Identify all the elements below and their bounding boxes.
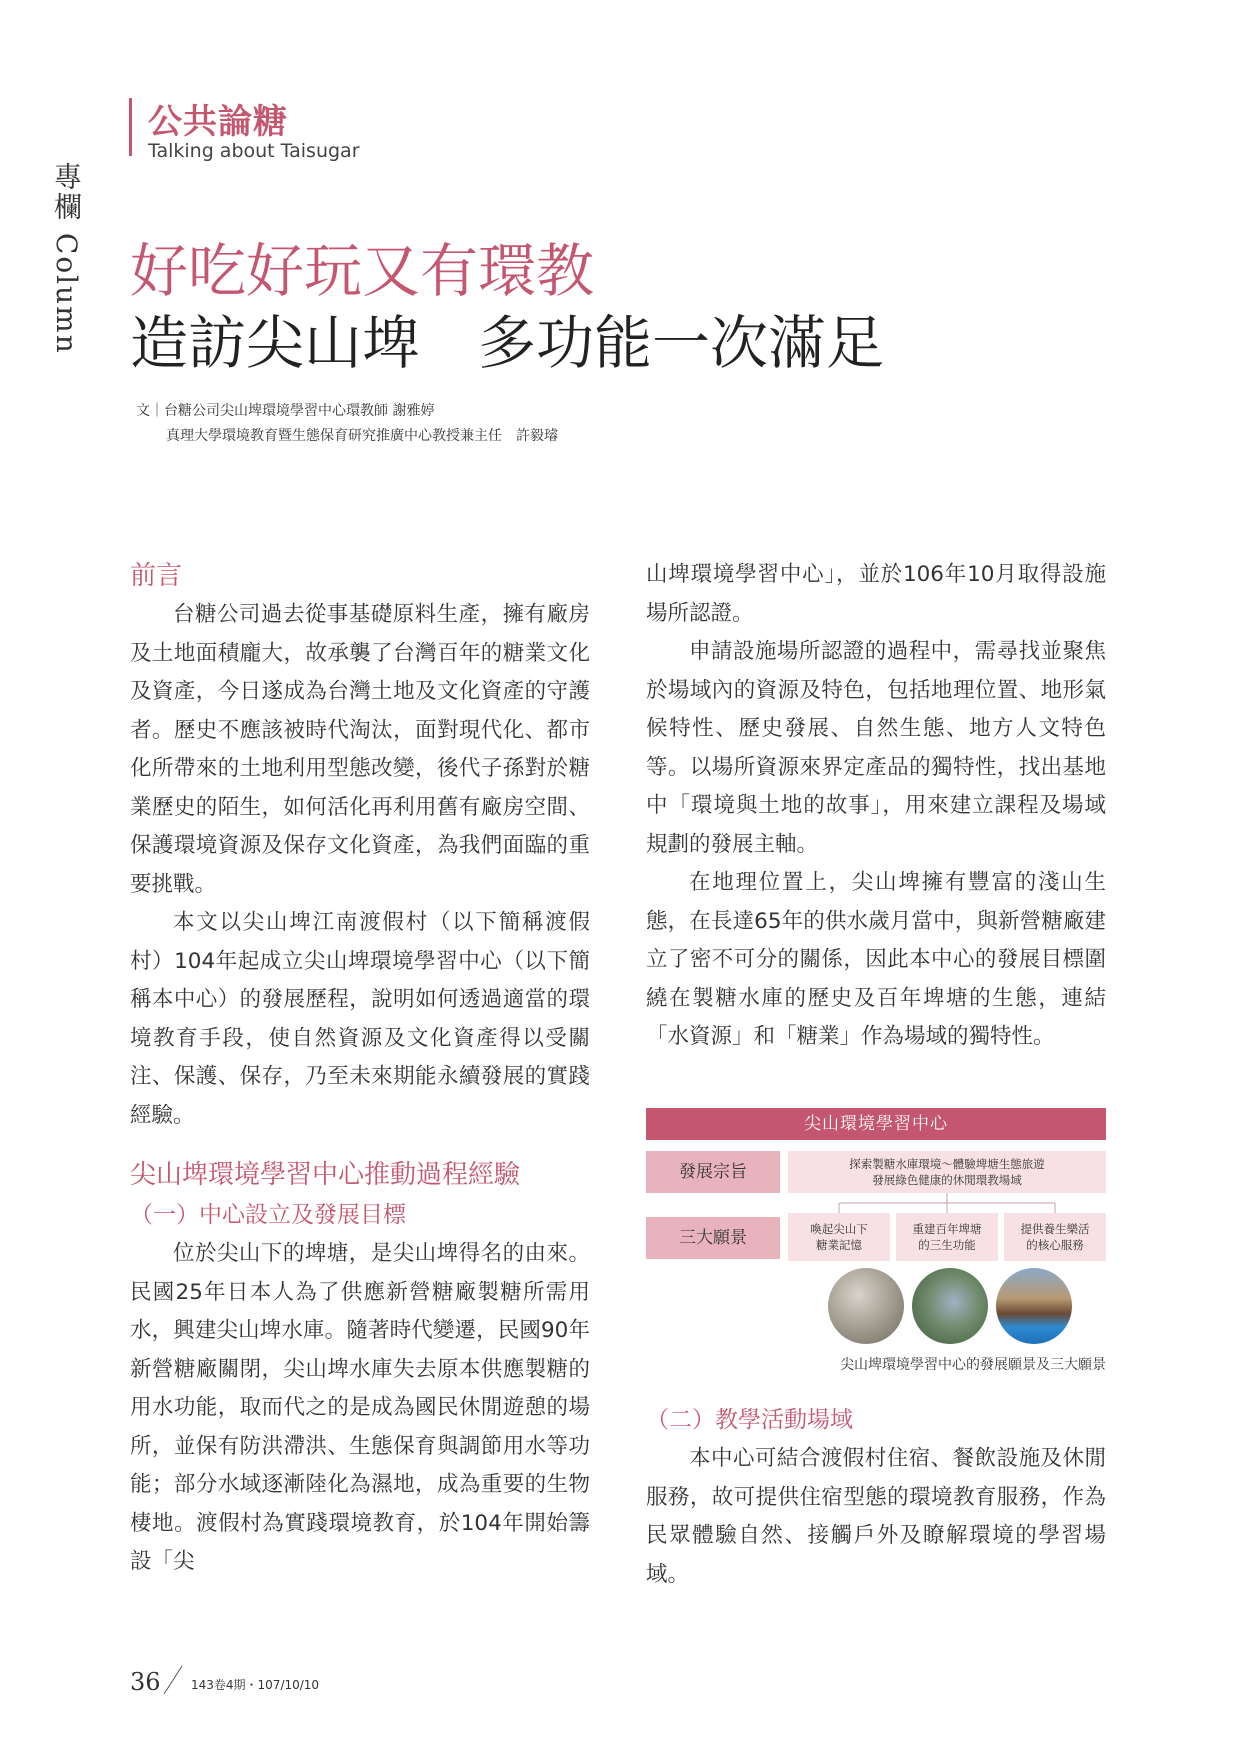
diagram-purpose-line-2: 發展綠色健康的休閒環教場域 — [872, 1173, 1022, 1187]
paragraph-6: 本中心可結合渡假村住宿、餐飲設施及休閒服務，故可提供住宿型態的環境教育服務，作為民眾體驗自然、接觸戶外及瞭解環境的學習場域。 — [646, 1446, 1106, 1587]
diagram-vision-3-line-1: 提供養生樂活 — [1020, 1222, 1090, 1236]
side-label-column: 專欄 Column — [50, 162, 83, 355]
byline-author-2: 真理大學環境教育暨生態保育研究推廣中心教授兼主任 許毅璿 — [166, 428, 558, 444]
diagram-purpose-line-1: 探索製糖水庫環境～體驗埤塘生態旅遊 — [849, 1157, 1045, 1171]
heading-intro: 前言 — [130, 561, 183, 591]
photo-resort-pool — [996, 1268, 1072, 1344]
headline-line-2: 造訪尖山埤 多功能一次滿足 — [130, 309, 885, 377]
paragraph-continued: 山埤環境學習中心」，並於106年10月取得設施場所認證。 — [646, 562, 1106, 626]
diagram-purpose-label: 發展宗旨 — [646, 1151, 780, 1193]
diagram-vision-1 — [788, 1213, 890, 1261]
photo-sugar-factory — [828, 1268, 904, 1344]
diagram-caption: 尖山埤環境學習中心的發展願景及三大願景 — [840, 1357, 1106, 1373]
diagram-purpose-box — [788, 1151, 1106, 1193]
byline-author-1: 文｜台糖公司尖山埤環境學習中心環教師 謝雅婷 — [136, 403, 435, 419]
paragraph-1: 台糖公司過去從事基礎原料生產，擁有廠房及土地面積龐大，故承襲了台灣百年的糖業文化及資產，今日遂成為台灣土地及文化資產的守護者。歷史不應該被時代淘汰，面對現代化、都市化所帶來的土地利用型態改變，後代子孫對於糖業歷史的陌生，如何活化再利用舊有廠房空間、保護環境資源及保存文化資產，為我們面臨的重要挑戰。 — [130, 602, 590, 897]
diagram-vision-2 — [896, 1213, 998, 1261]
issue-info: 143卷4期・107/10/10 — [191, 1678, 320, 1692]
diagram-vision-2-line-2: 的三生功能 — [918, 1238, 976, 1252]
page-number: 36 — [130, 1668, 161, 1696]
diagram-vision-1-line-1: 喚起尖山下 — [810, 1222, 868, 1236]
heading-sub-1: （一）中心設立及發展目標 — [130, 1202, 406, 1228]
footer-slash-divider — [160, 1664, 186, 1696]
heading-sub-2: （二）教學活動場域 — [646, 1407, 853, 1433]
diagram-vision-1-line-2: 糖業記憶 — [816, 1238, 862, 1252]
right-column-lower — [646, 1400, 1106, 1594]
paragraph-2: 本文以尖山埤江南渡假村（以下簡稱渡假村）104年起成立尖山埤環境學習中心（以下簡稱本中心）的發展歷程，說明如何透過適當的環境教育手段，使自然資源及文化資產得以受關注、保護、保存，乃至未來期能永續發展的實踐經驗。 — [130, 910, 590, 1128]
paragraph-4: 申請設施場所認證的過程中，需尋找並聚焦於場域內的資源及特色，包括地理位置、地形氣候特性、歷史發展、自然生態、地方人文特色等。以場所資源來界定產品的獨特性，找出基地中「環境與土地的故事」，用來建立課程及場域規劃的發展主軸。 — [646, 639, 1106, 857]
left-column — [130, 556, 590, 1582]
column-accent-bar — [129, 98, 132, 156]
column-title: 公共論糖 — [148, 102, 288, 142]
photo-reservoir-aerial — [912, 1268, 988, 1344]
headline-line-1: 好吃好玩又有環教 — [130, 237, 595, 305]
diagram-vision-3-line-2: 的核心服務 — [1026, 1238, 1084, 1252]
column-subtitle: Talking about Taisugar — [148, 140, 360, 162]
diagram-vision-label: 三大願景 — [646, 1217, 780, 1259]
paragraph-3: 位於尖山下的埤塘，是尖山埤得名的由來。民國25年日本人為了供應新營糖廠製糖所需用水，興建尖山埤水庫。隨著時代變遷，民國90年新營糖廠關閉，尖山埤水庫失去原本供應製糖的用水功能，取而代之的是成為國民休閒遊憩的場所，並保有防洪滯洪、生態保育與調節用水等功能；部分水域逐漸陸化為濕地，成為重要的生物棲地。渡假村為實踐環境教育，於104年開始籌設「尖 — [130, 1241, 590, 1574]
heading-section: 尖山埤環境學習中心推動過程經驗 — [130, 1160, 521, 1190]
diagram-vision-3 — [1004, 1213, 1106, 1261]
right-column — [646, 556, 1106, 1057]
diagram-connector-lines — [788, 1193, 1106, 1215]
diagram-header: 尖山環境學習中心 — [646, 1108, 1106, 1140]
diagram-vision-2-line-1: 重建百年埤塘 — [912, 1222, 982, 1236]
paragraph-5: 在地理位置上，尖山埤擁有豐富的淺山生態，在長達65年的供水歲月當中，與新營糖廠建立了密不可分的關係，因此本中心的發展目標圍繞在製糖水庫的歷史及百年埤塘的生態，連結「水資源」和「糖業」作為場域的獨特性。 — [646, 870, 1106, 1049]
